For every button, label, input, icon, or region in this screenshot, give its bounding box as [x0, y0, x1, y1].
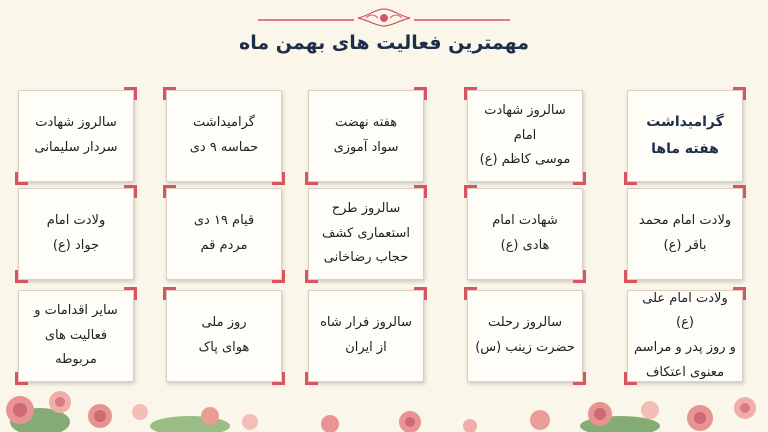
- activity-card-text: گرامیداشت هفته ماها: [646, 114, 724, 157]
- card-corner-accent: [305, 270, 318, 283]
- activity-card: [166, 290, 282, 382]
- activity-card-text: هفته نهضت سواد آموزی: [333, 115, 399, 155]
- activity-card: [467, 90, 583, 182]
- activity-card: [166, 188, 282, 280]
- card-corner-accent: [124, 87, 137, 100]
- activity-card-text: ولادت امام علی (ع) و روز پدر و مراسم معنوی اعتکاف: [634, 290, 736, 380]
- card-corner-accent: [305, 172, 318, 185]
- card-corner-accent: [272, 172, 285, 185]
- activity-card: [308, 90, 424, 182]
- activity-card: [18, 90, 134, 182]
- card-corner-accent: [163, 185, 176, 198]
- activity-card: [467, 290, 583, 382]
- card-corner-accent: [414, 87, 427, 100]
- activity-card-text: ولادت امام محمد باقر (ع): [638, 213, 732, 253]
- card-corner-accent: [464, 185, 477, 198]
- card-corner-accent: [573, 270, 586, 283]
- card-corner-accent: [414, 287, 427, 300]
- activity-card: [627, 90, 743, 182]
- card-corner-accent: [124, 185, 137, 198]
- card-corner-accent: [733, 87, 746, 100]
- activity-card-text: سالروز شهادت امام موسی کاظم (ع): [479, 102, 571, 168]
- activity-card: [627, 290, 743, 382]
- activity-card-text: سالروز رحلت حضرت زینب (س): [475, 315, 575, 355]
- card-corner-accent: [733, 287, 746, 300]
- card-corner-accent: [414, 185, 427, 198]
- activity-card-text: شهادت امام هادی (ع): [492, 213, 558, 253]
- activity-card: [18, 290, 134, 382]
- card-corner-accent: [733, 185, 746, 198]
- activity-card-text: سالروز فرار شاه از ایران: [320, 315, 412, 355]
- card-corner-accent: [15, 270, 28, 283]
- card-corner-accent: [464, 287, 477, 300]
- card-corner-accent: [163, 87, 176, 100]
- card-corner-accent: [464, 87, 477, 100]
- activity-card: [467, 188, 583, 280]
- ornament-divider: [258, 6, 510, 28]
- activity-card: [308, 290, 424, 382]
- activity-card: [308, 188, 424, 280]
- activity-card-text: روز ملی هوای پاک: [198, 315, 250, 355]
- card-corner-accent: [15, 172, 28, 185]
- activity-card-text: سالروز طرح استعماری کشف حجاب رضاخانی: [322, 200, 411, 266]
- activity-card: [166, 90, 282, 182]
- activity-card-text: سالروز شهادت سردار سلیمانی: [34, 115, 118, 155]
- card-corner-accent: [624, 270, 637, 283]
- activity-card-text: ولادت امام جواد (ع): [46, 213, 106, 253]
- activity-card-text: گرامیداشت حماسه ۹ دی: [189, 115, 259, 155]
- card-corner-accent: [624, 172, 637, 185]
- flower-decoration: [0, 372, 768, 432]
- activity-card: [627, 188, 743, 280]
- card-corner-accent: [272, 270, 285, 283]
- page-title: مهمترین فعالیت های بهمن ماه: [239, 32, 529, 54]
- activity-card-text: قیام ۱۹ دی مردم قم: [193, 213, 255, 253]
- card-corner-accent: [124, 287, 137, 300]
- activity-card: [18, 188, 134, 280]
- card-corner-accent: [573, 172, 586, 185]
- card-corner-accent: [163, 287, 176, 300]
- activity-card-text: سایر اقدامات و فعالیت های مربوطه: [34, 302, 118, 368]
